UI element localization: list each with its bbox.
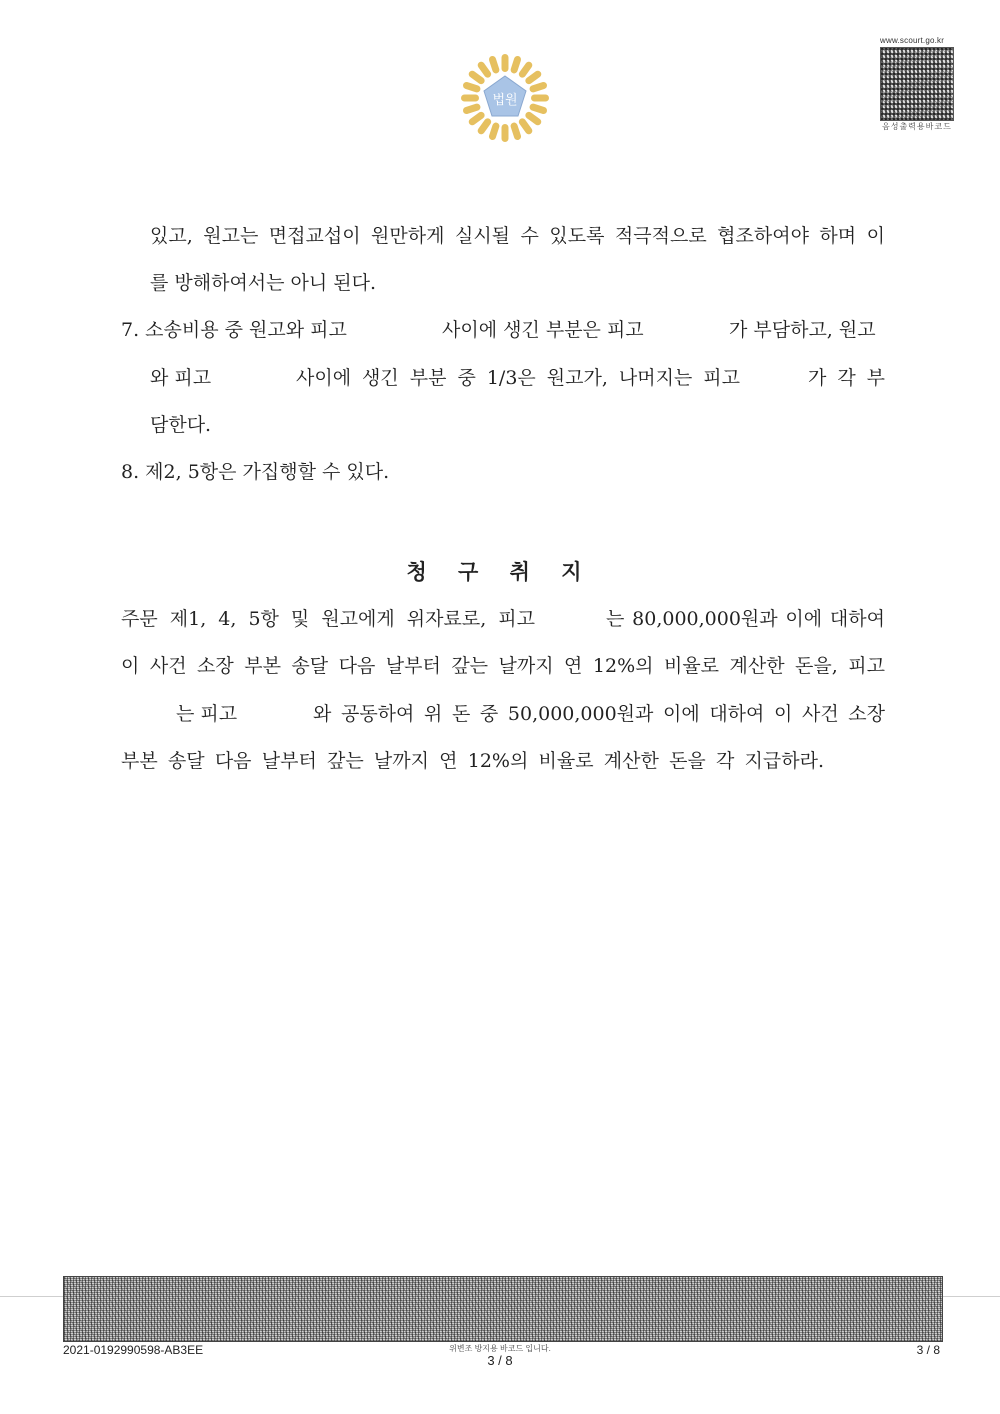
body-line: 가 부담하고, 원고	[729, 319, 876, 341]
emblem-petal	[502, 54, 509, 72]
claim-line: 부본 송달 다음 날부터 갚는 날까지 연 12%의 비율로 계산한 돈을 각 지급하라.	[121, 750, 824, 772]
court-emblem	[458, 52, 552, 144]
barcode-note: 위변조 방지용 바코드 입니다.	[449, 1344, 551, 1353]
emblem-petal	[531, 95, 549, 102]
body-line: 담한다.	[150, 414, 212, 436]
body-line: 와 피고	[150, 367, 212, 389]
page-number-center: 3 / 8	[487, 1353, 513, 1368]
emblem-petal	[502, 124, 509, 142]
body-line: 를 방해하여서는 아니 된다.	[150, 272, 377, 294]
claim-line: 주문 제1, 4, 5항 및 원고에게 위자료로, 피고	[121, 608, 535, 630]
emblem-text: 법원	[492, 93, 518, 108]
claim-line: 는 80,000,000원과 이에 대하여	[606, 608, 885, 630]
emblem-petal	[461, 95, 479, 102]
page-number-right: 3 / 8	[916, 1343, 940, 1357]
qr-url: www.scourt.go.kr	[880, 36, 945, 45]
body-line: 있고, 원고는 면접교섭이 원만하게 실시될 수 있도록 적극적으로 협조하여야 하며 이	[150, 225, 885, 247]
anti-forgery-barcode	[63, 1276, 943, 1342]
body-line: 가 각 부	[808, 367, 885, 389]
qr-code	[880, 47, 954, 121]
body-line: 사이에 생긴 부분 중 1/3은 원고가, 나머지는 피고	[296, 367, 740, 389]
body-line: 8. 제2, 5항은 가집행할 수 있다.	[121, 461, 390, 483]
section-heading: 청 구 취 지	[406, 559, 594, 584]
claim-line: 와 공동하여 위 돈 중 50,000,000원과 이에 대하여 이 사건 소장	[313, 703, 885, 725]
document-id: 2021-0192990598-AB3EE	[63, 1343, 204, 1357]
body-line: 사이에 생긴 부분은 피고	[442, 319, 644, 341]
qr-caption: 음성출력용바코드	[882, 122, 952, 131]
claim-line: 이 사건 소장 부본 송달 다음 날부터 갚는 날까지 연 12%의 비율로 계산한 돈을, 피고	[121, 655, 885, 677]
body-line: 7. 소송비용 중 원고와 피고	[121, 319, 347, 341]
claim-line: 는 피고	[176, 703, 238, 725]
